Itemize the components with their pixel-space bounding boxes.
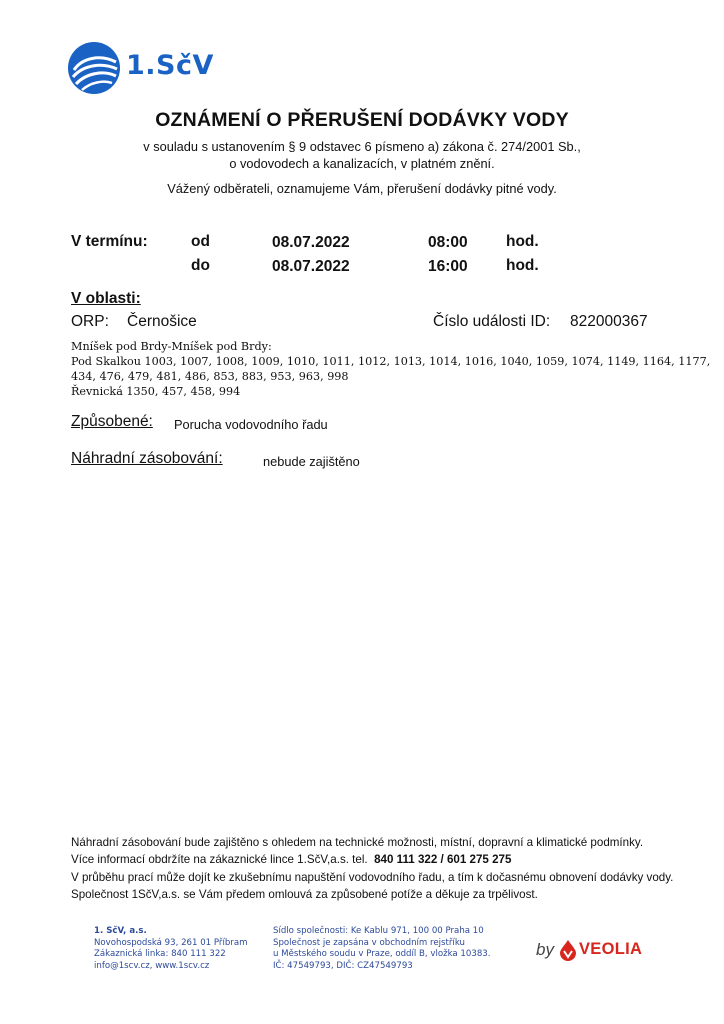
location-street-1: Pod Skalkou 1003, 1007, 1008, 1009, 1010, 1011, 1012, 1013, 1014, 1016, 1040, 1059, 1074, 1149, 1164, 1177, (71, 355, 711, 368)
company-name: 1. SčV, a.s. (94, 926, 147, 936)
term-to-word: do (191, 257, 210, 274)
note-test-fill: V průběhu prací může dojít ke zkušebnímu napuštění vodovodního řadu, a tím k dočasnému obnovení dodávky vody. (71, 870, 674, 884)
registration-ids: IČ: 47549793, DIČ: CZ47549793 (273, 960, 413, 971)
cause-value: Porucha vodovodního řadu (174, 417, 328, 432)
term-from-unit: hod. (506, 233, 539, 250)
veolia-drop-icon (558, 939, 578, 961)
company-contact (94, 926, 247, 972)
registration-seat: Sídlo společnosti: Ke Kablu 971, 100 00 Praha 10 (273, 926, 484, 936)
partner-logo (536, 938, 656, 964)
term-from-word: od (191, 233, 210, 250)
company-hotline: Zákaznická linka: 840 111 322 (94, 949, 226, 959)
event-id-value: 822000367 (570, 313, 648, 330)
registration-register: Společnost je zapsána v obchodním rejstříku (273, 937, 465, 948)
term-label: V termínu: (71, 233, 148, 250)
greeting: Vážený odběrateli, oznamujeme Vám, přerušení dodávky pitné vody. (167, 181, 557, 196)
orp-value: Černošice (127, 313, 197, 330)
note-info-line (71, 851, 711, 868)
partner-name: VEOLIA (579, 940, 643, 958)
water-swirl-logo-icon (66, 40, 122, 96)
company-address: Novohospodská 93, 261 01 Příbram (94, 937, 248, 948)
term-to-date: 08.07.2022 (272, 258, 350, 275)
term-to-unit: hod. (506, 257, 539, 274)
partner-by: by (536, 940, 554, 959)
footer-notes (71, 834, 711, 904)
location-street-2: Řevnická 1350, 457, 458, 994 (71, 385, 241, 398)
note-replacement: Náhradní zásobování bude zajištěno s ohledem na technické možnosti, místní, dopravní a klimatické podmínky. (71, 836, 644, 849)
event-id-label: Číslo události ID: (433, 313, 551, 330)
note-apology: Společnost 1SčV,a.s. se Vám předem omlouvá za způsobené potíže a děkuje za trpělivost. (71, 888, 538, 902)
legal-basis-line-1: v souladu s ustanovením § 9 odstavec 6 písmeno a) zákona č. 274/2001 Sb., (143, 139, 581, 154)
term-from-date: 08.07.2022 (272, 234, 350, 251)
registration-court: u Městského soudu v Praze, oddíl B, vložka 10383. (273, 949, 491, 959)
replacement-label: Náhradní zásobování: (71, 450, 223, 467)
replacement-value: nebude zajištěno (263, 454, 360, 469)
note-info-text: Více informací obdržíte na zákaznické lince 1.SčV,a.s. tel. (71, 853, 368, 867)
brand-name: 1.SčV (126, 50, 214, 81)
location-municipality: Mníšek pod Brdy-Mníšek pod Brdy: (71, 340, 272, 353)
document-title: OZNÁMENÍ O PŘERUŠENÍ DODÁVKY VODY (155, 109, 569, 131)
cause-label: Způsobené: (71, 413, 153, 430)
area-label: V oblasti: (71, 290, 141, 307)
company-registration (273, 926, 491, 972)
term-from-time: 08:00 (428, 234, 468, 251)
company-logo (66, 40, 236, 96)
orp-label: ORP: (71, 313, 109, 330)
legal-basis-line-2: o vodovodech a kanalizacích, v platném znění. (229, 156, 495, 171)
term-to-time: 16:00 (428, 258, 468, 275)
company-web: info@1scv.cz, www.1scv.cz (94, 960, 210, 971)
hotline-phone: 840 111 322 / 601 275 275 (374, 853, 512, 867)
location-street-1-cont: 434, 476, 479, 481, 486, 853, 883, 953, 963, 998 (71, 370, 349, 383)
